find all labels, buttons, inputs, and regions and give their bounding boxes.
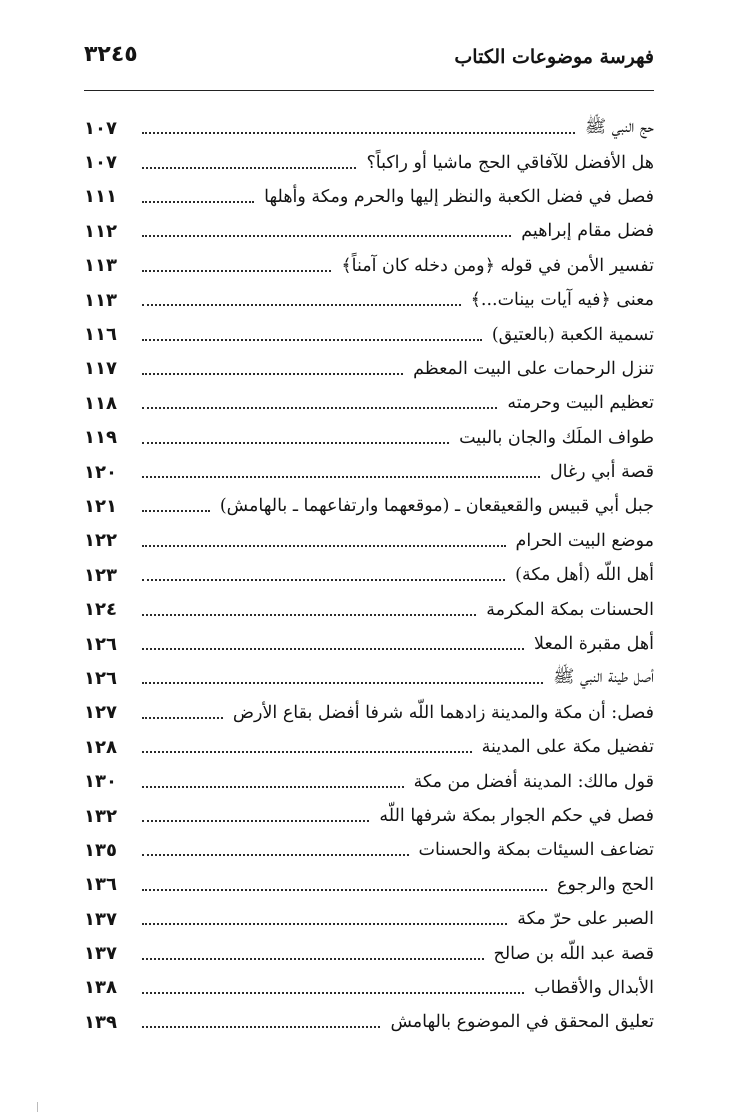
toc-entry-title: فضل مقام إبراهيم — [521, 221, 654, 242]
toc-entry — [84, 283, 654, 317]
toc-entry-page: ١١٨ — [84, 392, 117, 414]
toc-entry-title: تعظيم البيت وحرمته — [507, 393, 654, 414]
toc-entry — [84, 145, 654, 179]
toc-entry — [84, 524, 654, 558]
toc-entry-page: ١٠٧ — [84, 152, 117, 174]
toc-entry — [84, 696, 654, 730]
toc-entry-title: تضاعف السيئات بمكة والحسنات — [418, 840, 654, 861]
dot-leader — [142, 545, 506, 547]
toc-entry — [84, 592, 654, 626]
toc-entry-page: ١٢٦ — [84, 667, 117, 689]
dot-leader — [142, 476, 540, 478]
dot-leader — [142, 304, 461, 306]
toc-entry-page: ١٢١ — [84, 495, 117, 517]
toc-entry-page: ١٣٦ — [84, 874, 117, 896]
toc-entry-title: قصة عبد اللّه بن صالح — [493, 943, 654, 964]
toc-entry-page: ١٣٩ — [84, 1011, 117, 1033]
toc-entry-title: تفضيل مكة على المدينة — [481, 737, 654, 758]
toc-entry-title: تسمية الكعبة (بالعتيق) — [491, 324, 654, 345]
toc-entry-title: الصبر على حرّ مكة — [517, 909, 654, 930]
dot-leader — [142, 373, 403, 375]
page-number: ٣٢٤٥ — [84, 42, 138, 67]
toc-entry-title: قصة أبي رغال — [549, 462, 654, 483]
dot-leader — [142, 717, 223, 719]
toc-entry — [84, 661, 654, 695]
dot-leader — [142, 751, 472, 753]
dot-leader — [142, 786, 404, 788]
toc-entry-page: ١١٧ — [84, 358, 117, 380]
toc-entry-page: ١٣٠ — [84, 771, 117, 793]
toc-entry-title: تنزل الرحمات على البيت المعظم — [413, 358, 654, 379]
toc-entry — [84, 352, 654, 386]
toc-entry-title: جبل أبي قبيس والقعيقعان ـ (موقعهما وارتفاعهما ـ بالهامش) — [219, 496, 654, 517]
toc-entry-title: حج النبي ﷺ — [585, 117, 654, 138]
toc-entry-page: ١١٦ — [84, 324, 117, 346]
scan-edge-mark — [37, 1102, 38, 1112]
toc-entry — [84, 421, 654, 455]
toc-entry — [84, 799, 654, 833]
dot-leader — [142, 270, 331, 272]
dot-leader — [142, 682, 543, 684]
toc-entry-title: فصل في فضل الكعبة والنظر إليها والحرم ومكة وأهلها — [264, 186, 654, 207]
toc-entry — [84, 971, 654, 1005]
toc-entry-page: ١٢٠ — [84, 461, 117, 483]
dot-leader — [142, 992, 524, 994]
dot-leader — [142, 510, 210, 512]
toc-entry — [84, 180, 654, 214]
toc-entry-page: ١٢٦ — [84, 633, 117, 655]
toc-entry-page: ١٢٤ — [84, 599, 117, 621]
toc-entry-page: ١٢٧ — [84, 702, 117, 724]
toc-entry-page: ١٣٨ — [84, 977, 117, 999]
toc-entry-title: الحج والرجوع — [557, 874, 654, 895]
toc-entry — [84, 386, 654, 420]
dot-leader — [142, 201, 254, 203]
toc-entry-title: معنى ﴿فيه آيات بينات...﴾ — [470, 290, 654, 311]
header-divider — [84, 90, 654, 91]
toc-entry-title: أصل طينة النبي ﷺ — [553, 667, 654, 688]
toc-entry — [84, 764, 654, 798]
toc-entry — [84, 111, 654, 145]
toc-entry-title: أهل اللّه (أهل مكة) — [515, 565, 654, 586]
toc-entry-title: الحسنات بمكة المكرمة — [486, 599, 654, 620]
toc-entry — [84, 1005, 654, 1039]
dot-leader — [142, 923, 507, 925]
dot-leader — [142, 854, 409, 856]
toc-entry — [84, 936, 654, 970]
toc-entry-page: ١١٩ — [84, 427, 117, 449]
dot-leader — [142, 442, 449, 444]
toc-entry-title: موضع البيت الحرام — [515, 530, 654, 551]
dot-leader — [142, 579, 505, 581]
toc-entry-title: تفسير الأمن في قوله ﴿ومن دخله كان آمناً﴾ — [341, 255, 654, 276]
toc-entry-page: ١٣٥ — [84, 839, 117, 861]
toc-entry-page: ١٣٧ — [84, 943, 117, 965]
toc-entry — [84, 214, 654, 248]
toc-entry-title: أهل مقبرة المعلا — [534, 634, 654, 655]
toc-entry-title: هل الأفضل للآفاقي الحج ماشيا أو راكباً؟ — [366, 152, 654, 173]
toc-entry-title: قول مالك: المدينة أفضل من مكة — [413, 771, 654, 792]
dot-leader — [142, 889, 547, 891]
dot-leader — [142, 132, 575, 134]
toc-entry-page: ١٠٧ — [84, 117, 117, 139]
dot-leader — [142, 339, 482, 341]
toc-entry — [84, 455, 654, 489]
toc-entry-page: ١٣٧ — [84, 908, 117, 930]
toc-entry-page: ١١٢ — [84, 220, 117, 242]
toc-entry-title: تعليق المحقق في الموضوع بالهامش — [390, 1012, 654, 1033]
dot-leader — [142, 648, 524, 650]
toc-entry-title: الأبدال والأقطاب — [534, 977, 654, 998]
dot-leader — [142, 820, 369, 822]
page-title: فهرسة موضوعات الكتاب — [454, 46, 654, 68]
toc-entry-page: ١٣٢ — [84, 805, 117, 827]
toc-entry-page: ١١٣ — [84, 255, 117, 277]
dot-leader — [142, 958, 484, 960]
toc-entry-page: ١٢٣ — [84, 564, 117, 586]
toc-entry-title: فصل في حكم الجوار بمكة شرفها اللّه — [379, 806, 654, 826]
toc-entry — [84, 868, 654, 902]
page-header — [84, 38, 654, 78]
toc-entry-page: ١٢٨ — [84, 736, 117, 758]
toc-entry-page: ١١١ — [84, 186, 117, 208]
toc-entry — [84, 249, 654, 283]
toc-entry — [84, 902, 654, 936]
toc-entry-title: طواف الملَك والجان بالبيت — [459, 427, 654, 448]
toc-entry — [84, 489, 654, 523]
toc-entry-page: ١٢٢ — [84, 530, 117, 552]
dot-leader — [142, 1026, 380, 1028]
toc-entry — [84, 627, 654, 661]
toc-entry — [84, 558, 654, 592]
dot-leader — [142, 407, 497, 409]
toc-entry — [84, 833, 654, 867]
toc-entry — [84, 317, 654, 351]
dot-leader — [142, 167, 356, 169]
toc-entry-title: فصل: أن مكة والمدينة زادهما اللّه شرفا أفضل بقاع الأرض — [232, 702, 654, 723]
dot-leader — [142, 235, 511, 237]
dot-leader — [142, 614, 476, 616]
toc-entry-page: ١١٣ — [84, 289, 117, 311]
table-of-contents — [84, 111, 654, 1040]
toc-entry — [84, 730, 654, 764]
